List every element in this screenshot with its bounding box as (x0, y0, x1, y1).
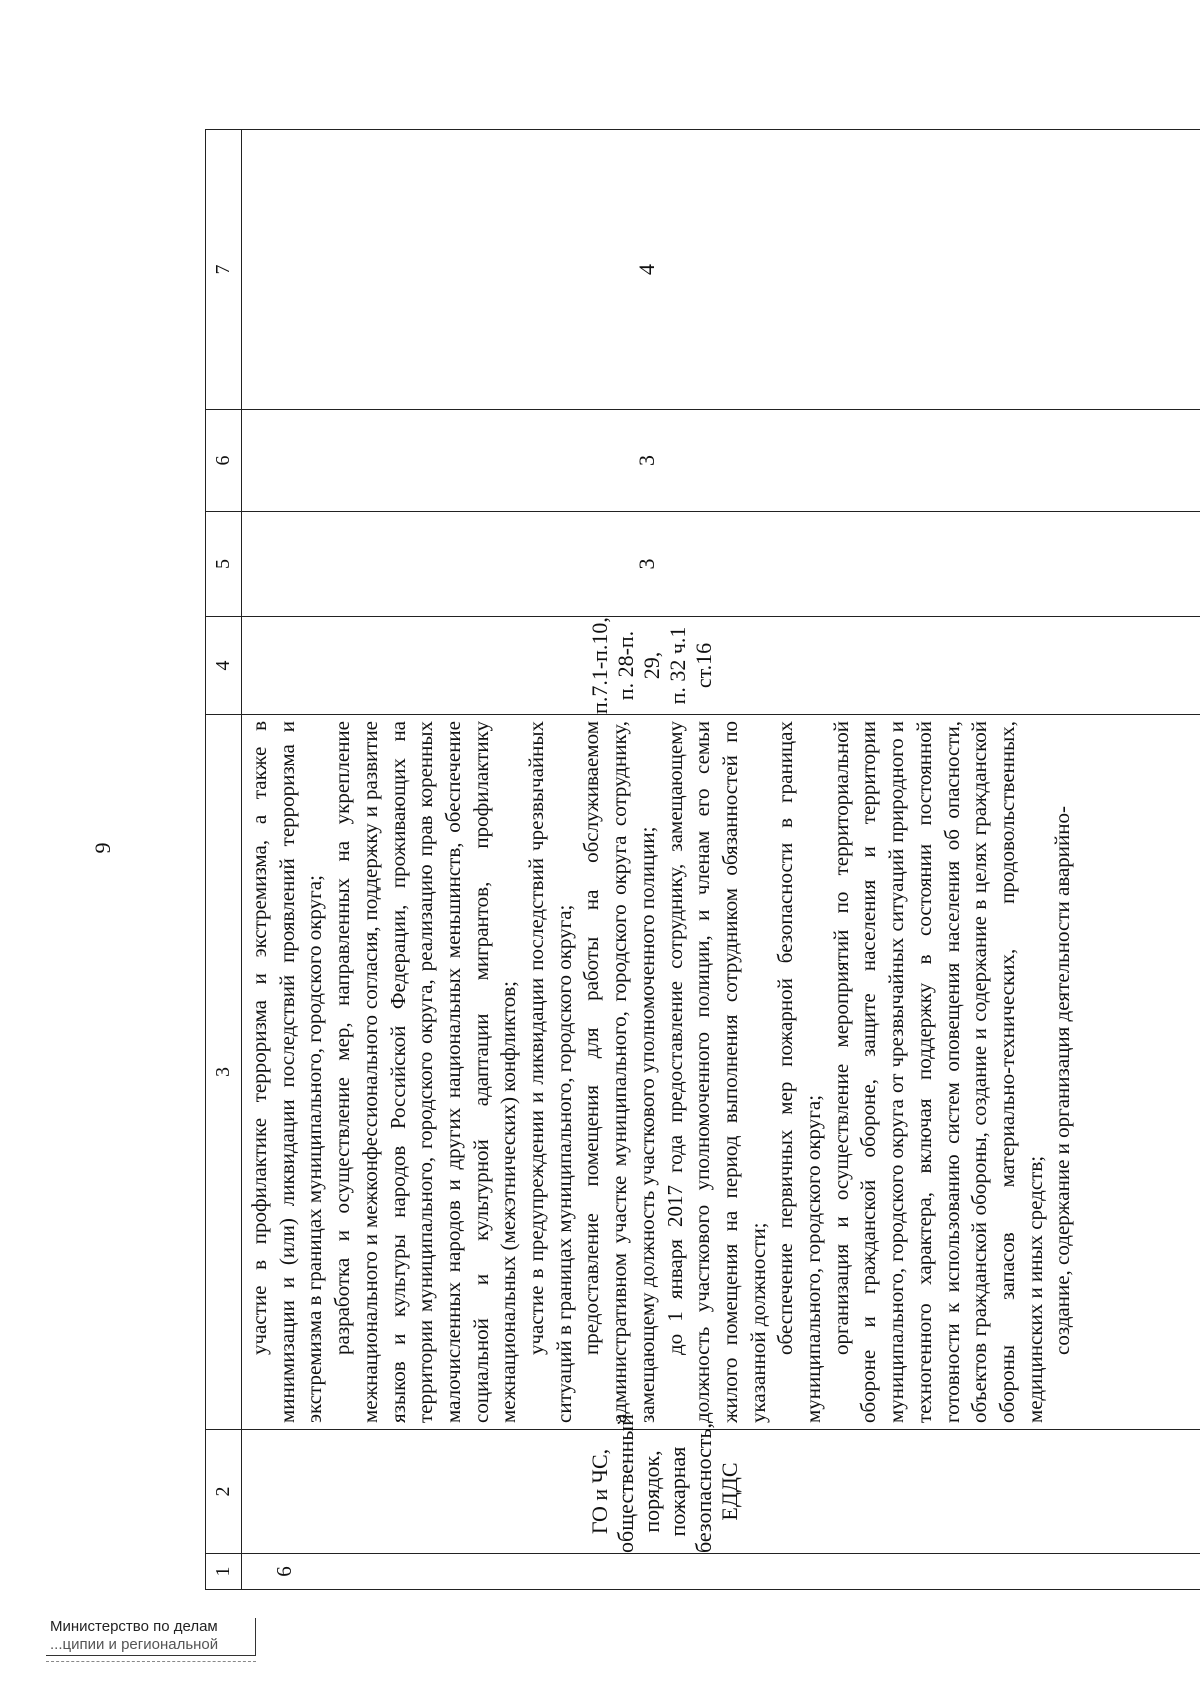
row-description-cell (242, 715, 1200, 1430)
reference-line: п. 28-п. 29, (613, 630, 664, 701)
ministry-stamp (46, 1618, 256, 1656)
description-paragraph: предоставление помещения для работы на обслуживаемом административном участке муниципального, городского округа сотруднику, замещающему должность участкового уполномоченного полиции; (579, 721, 659, 1423)
table-row (242, 130, 1200, 1590)
row-name-line: порядок, (639, 1450, 664, 1533)
row-name-line: общественный (613, 1414, 638, 1553)
description-paragraph: создание, содержание и организация деятельности аварийно- (1050, 806, 1075, 1355)
description-paragraph: до 1 января 2017 года предоставление сотруднику, замещающему должность участкового уполномоченного полиции, и членам его семьи жилого помещения на период выполнения сотрудником обязанностей по указанной должности; (662, 721, 770, 1423)
header-col-4: 4 (206, 617, 242, 715)
row-reference-cell (242, 617, 1200, 715)
row-name-line: пожарная (665, 1446, 690, 1537)
description-paragraph: разработка и осуществление мер, направленных на укрепление межнационального и межконфессионального согласия, поддержку и развитие языков и культуры народов Российской Федерации, проживающих на территории муниципального, городского округа, реализацию прав коренных малочисленных народов и других национальных меньшинств, обеспечение социальной и культурной адаптации мигрантов, профилактику межнациональных (межэтнических) конфликтов; (330, 721, 521, 1423)
header-col-3: 3 (206, 715, 242, 1430)
competencies-table (205, 129, 1200, 1590)
row-name-line: ЕДДС (717, 1462, 742, 1521)
stamp-line-1: Министерство по делам (50, 1618, 218, 1635)
page-number: 9 (90, 842, 115, 854)
row-col7-cell: 4 (242, 130, 1200, 410)
row-col5-cell: 3 (242, 512, 1200, 617)
row-name-line: ГО и ЧС, (587, 1448, 612, 1535)
description-paragraph: участие в профилактике терроризма и экстремизма, а также в минимизации и (или) ликвидации последствий проявлений терроризма и экстремизма в границах муниципального, городского округа; (247, 721, 327, 1423)
header-col-7: 7 (206, 130, 242, 410)
rotated-table-wrapper (205, 130, 1200, 1590)
reference-line: п.7.1-п.10, (587, 617, 612, 714)
row-col6-cell: 3 (242, 410, 1200, 512)
row-name-line: безопасность, (691, 1422, 716, 1553)
stamp-divider (46, 1661, 256, 1662)
header-col-6: 6 (206, 410, 242, 512)
reference-line: ст.16 (691, 642, 716, 689)
header-col-2: 2 (206, 1430, 242, 1554)
description-paragraph: организация и осуществление мероприятий по территориальной обороне и гражданской обороне, защите населения и территории муниципального, городского округа от чрезвычайных ситуаций природного и техногенного характера, включая поддержку в состоянии постоянной готовности к использованию систем оповещения населения об опасности, объектов гражданской обороны, создание и содержание в целях гражданской обороны запасов материально-технических, продовольственных, медицинских и иных средств; (828, 721, 1047, 1423)
description-paragraph: участие в предупреждении и ликвидации последствий чрезвычайных ситуаций в границах муниципального, городского округа; (524, 721, 576, 1423)
reference-line: п. 32 ч.1 (665, 626, 690, 705)
row-number-cell: 6 (242, 1554, 1200, 1590)
header-col-1: 1 (206, 1554, 242, 1590)
stamp-line-2: ...ципии и региональной (50, 1636, 219, 1653)
description-paragraph: обеспечение первичных мер пожарной безопасности в границах муниципального, городского округа; (773, 721, 826, 1423)
table-header-row (206, 130, 242, 1590)
header-col-5: 5 (206, 512, 242, 617)
row-name-cell (242, 1414, 1200, 1554)
